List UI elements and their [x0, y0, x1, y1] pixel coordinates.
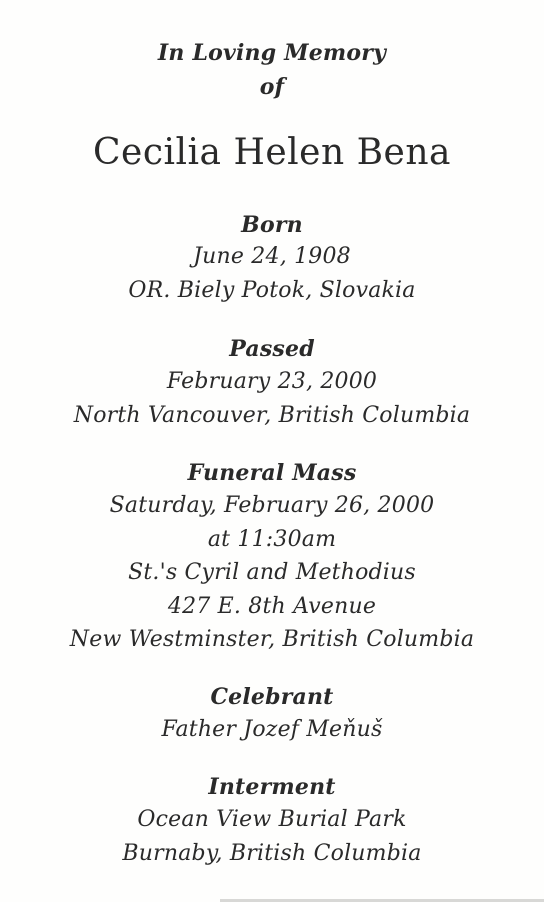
funeral-mass-heading: Funeral Mass [187, 460, 357, 486]
deceased-name: Cecilia Helen Bena [92, 132, 451, 173]
born-date: June 24, 1908 [193, 244, 351, 269]
born-place: OR. Biely Potok, Slovakia [128, 278, 416, 303]
passed-heading: Passed [229, 336, 315, 362]
interment-place: Ocean View Burial Park [137, 807, 407, 832]
memory-title-line1: In Loving Memory [157, 40, 387, 66]
born-heading: Born [241, 212, 303, 238]
funeral-mass-city: New Westminster, British Columbia [69, 627, 475, 652]
passed-date: February 23, 2000 [166, 369, 378, 394]
celebrant-name: Father Jozef Meňuš [161, 717, 383, 742]
funeral-mass-time: at 11:30am [207, 527, 337, 552]
funeral-mass-date: Saturday, February 26, 2000 [109, 493, 435, 518]
interment-heading: Interment [208, 774, 336, 800]
passed-place: North Vancouver, British Columbia [73, 403, 471, 428]
memory-title-line2: of [259, 74, 285, 100]
celebrant-heading: Celebrant [210, 684, 334, 710]
funeral-mass-address: 427 E. 8th Avenue [167, 594, 377, 619]
interment-city: Burnaby, British Columbia [122, 841, 422, 866]
funeral-mass-church: St.'s Cyril and Methodius [128, 560, 416, 585]
